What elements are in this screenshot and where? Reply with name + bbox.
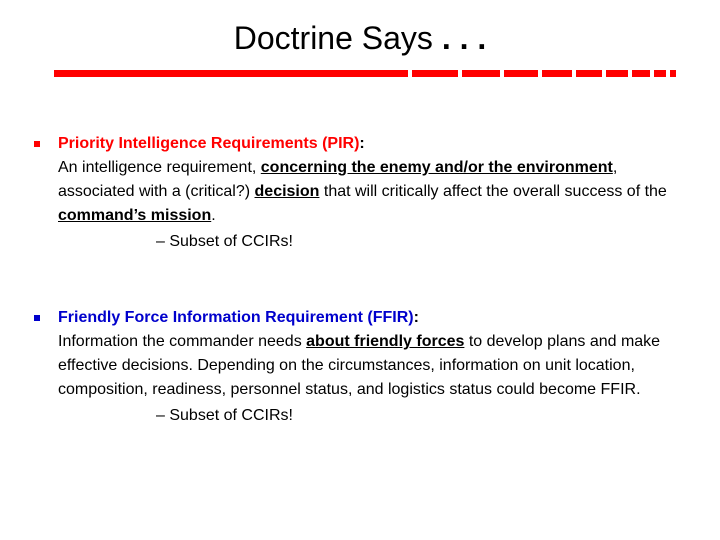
ffir-heading-colon: : [413, 309, 419, 326]
divider-solid-segment [54, 70, 408, 77]
title-divider [54, 70, 678, 77]
pir-definition [58, 156, 694, 228]
square-bullet-icon [34, 315, 40, 321]
bullet-ffir [34, 306, 694, 428]
ffir-definition [58, 330, 694, 402]
divider-dash [412, 70, 458, 77]
divider-dash [606, 70, 628, 77]
ffir-heading: Friendly Force Information Requirement (FFIR) [58, 309, 414, 326]
divider-dash [654, 70, 666, 77]
pir-text-4: . [211, 207, 216, 224]
divider-dash [462, 70, 500, 77]
pir-emphasis-enemy: concerning the enemy and/or the environment [260, 159, 613, 176]
slide-body [34, 132, 694, 428]
bullet-heading-line [58, 306, 694, 330]
slide-title [0, 18, 720, 58]
title-text: Doctrine Says [233, 20, 433, 56]
title-ellipsis: . . . [441, 20, 487, 56]
pir-text-1: An intelligence requirement, [58, 159, 261, 176]
divider-dash [632, 70, 650, 77]
divider-dash [576, 70, 602, 77]
pir-heading-colon: : [359, 135, 365, 152]
divider-dash [542, 70, 572, 77]
pir-emphasis-mission: command’s mission [58, 207, 212, 224]
pir-text-2: , associated with a (critical?) [58, 159, 618, 200]
ffir-text-1: Information the commander needs [58, 333, 307, 350]
ffir-text-2: to develop plans and make effective decisions. Depending on the circumstances, information on unit location, composition, readiness, personnel status, and logistics status could become FFIR. [58, 333, 661, 398]
bullet-pir [34, 132, 694, 254]
square-bullet-icon [34, 141, 40, 147]
ffir-emphasis-friendly: about friendly forces [306, 333, 465, 350]
pir-heading: Priority Intelligence Requirements (PIR) [58, 135, 360, 152]
ffir-subpoint: – Subset of CCIRs! [156, 407, 293, 424]
pir-subpoint: – Subset of CCIRs! [156, 233, 293, 250]
pir-text-3: that will critically affect the overall success of the [319, 183, 667, 200]
divider-dash [670, 70, 676, 77]
bullet-heading-line [58, 132, 694, 156]
pir-emphasis-decision: decision [254, 183, 320, 200]
divider-dash [504, 70, 538, 77]
bullet-spacer [34, 254, 694, 306]
